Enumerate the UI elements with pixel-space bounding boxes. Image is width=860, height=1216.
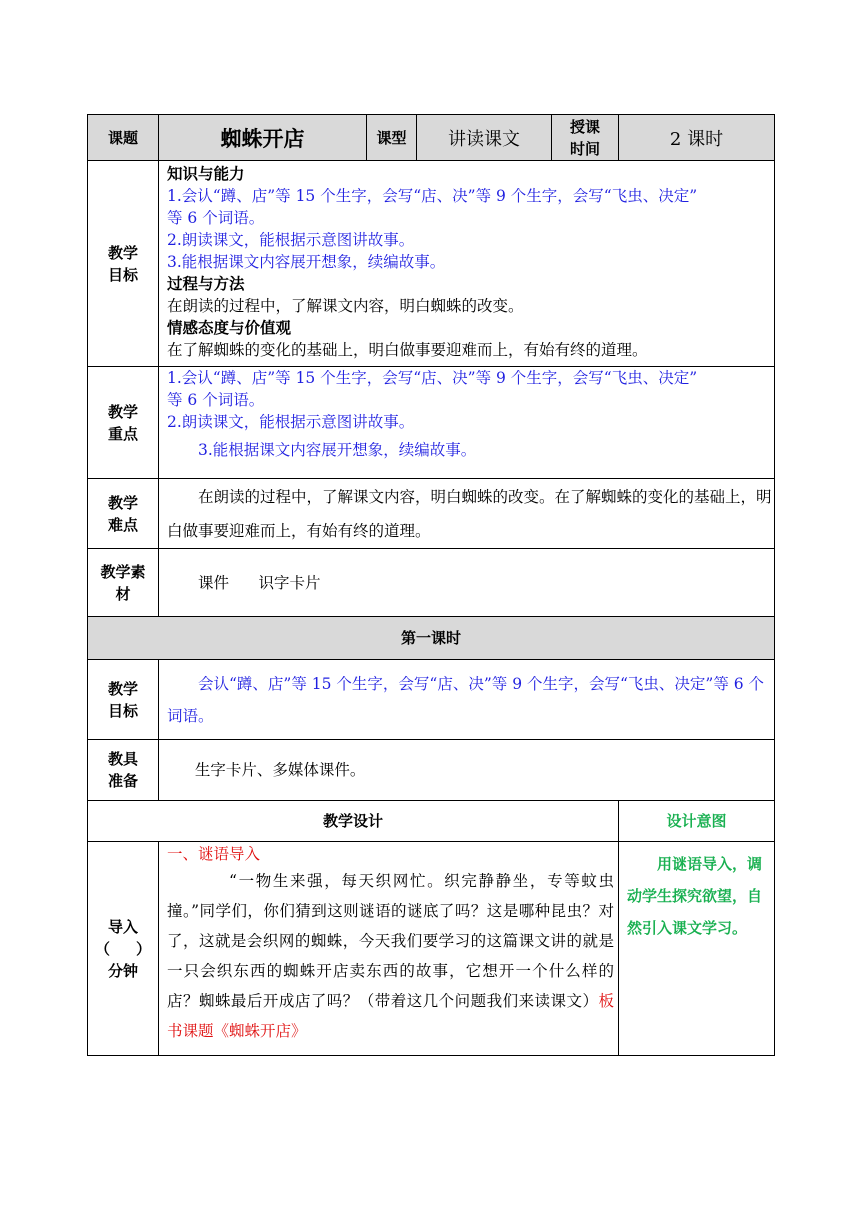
process-text: 在朗读的过程中，了解课文内容，明白蜘蛛的改变。 — [167, 297, 524, 315]
key-point-2: 2.朗读课文，能根据示意图讲故事。 — [167, 413, 415, 431]
key-points-row — [88, 367, 775, 479]
lesson-title: 蜘蛛开店 — [159, 115, 367, 161]
difficulties-label-line-1: 教学 — [107, 493, 138, 512]
lesson-1-objectives-text: 会认“蹲、店”等 15 个生字，会写“店、决”等 9 个生字，会写“飞虫、决定”等 6 个词语。 — [167, 674, 765, 725]
key-point-1-cont: 等 6 个词语。 — [167, 391, 265, 409]
lead-in-label-line-2: （ ） — [94, 939, 152, 958]
key-point-1: 1.会认“蹲、店”等 15 个生字，会写“店、决”等 9 个生字，会写“飞虫、决定” — [167, 369, 698, 387]
teaching-aids-text: 生字卡片、多媒体课件。 — [194, 761, 366, 779]
lesson-plan-table — [87, 114, 775, 1056]
key-points-label-line-1: 教学 — [107, 402, 138, 421]
objective-1-cont: 等 6 个词语。 — [167, 209, 265, 227]
objectives-label-line-1: 教学 — [107, 243, 138, 262]
materials-label — [88, 549, 159, 617]
objectives-content — [159, 161, 775, 367]
objective-2: 2.朗读课文，能根据示意图讲故事。 — [167, 231, 415, 249]
lesson-1-heading-row — [88, 617, 775, 660]
teaching-aids-label-line-1: 教具 — [107, 750, 138, 768]
materials-content — [159, 549, 775, 617]
difficulties-content — [159, 479, 775, 549]
materials-label-line-1: 教学素 — [100, 562, 146, 581]
type-value: 讲读课文 — [417, 115, 552, 161]
lesson-1-objectives-row — [88, 660, 775, 740]
riddle-paragraph: “一物生来强，每天织网忙。织完静静坐，专等蚊虫撞。”同学们，你们猜到这则谜语的谜底了吗？这是哪种昆虫？对了，这就是会织网的蜘蛛，今天我们要学习的这篇课文讲的就是一只会织东西的蜘蛛开店卖东西的故事，它想开一个什么样的店？蜘蛛最后开成店了吗？（带着这几个问题我们来读课文） — [167, 872, 614, 1010]
header-row — [88, 115, 775, 161]
objectives-row — [88, 161, 775, 367]
knowledge-heading: 知识与能力 — [167, 165, 245, 183]
objective-1: 1.会认“蹲、店”等 15 个生字，会写“店、决”等 9 个生字，会写“飞虫、决定” — [167, 187, 698, 205]
objectives-label — [88, 161, 159, 367]
teaching-aids-content — [159, 740, 775, 801]
lesson-1-heading: 第一课时 — [88, 617, 775, 660]
materials-text: 课件 识字卡片 — [198, 573, 321, 592]
time-label-line-2: 时间 — [569, 139, 600, 158]
key-points-content — [159, 367, 775, 479]
topic-label: 课题 — [88, 115, 159, 161]
lead-in-paragraph — [167, 866, 614, 1046]
lead-in-section-title: 一、谜语导入 — [167, 845, 261, 863]
materials-label-line-2: 材 — [115, 584, 131, 603]
lead-in-content — [159, 842, 619, 1056]
lead-in-intent — [619, 842, 775, 1056]
objective-3: 3.能根据课文内容展开想象，续编故事。 — [167, 253, 446, 271]
intent-column-heading: 设计意图 — [619, 801, 775, 842]
key-point-3: 3.能根据课文内容展开想象，续编故事。 — [198, 441, 477, 459]
attitude-text: 在了解蜘蛛的变化的基础上，明白做事要迎难而上，有始有终的道理。 — [167, 341, 648, 359]
design-column-heading: 教学设计 — [88, 801, 619, 842]
design-header-row — [88, 801, 775, 842]
difficulties-text: 在朗读的过程中，了解课文内容，明白蜘蛛的改变。在了解蜘蛛的变化的基础上，明白做事要迎难而上，有始有终的道理。 — [167, 487, 772, 540]
objectives-label-line-2: 目标 — [107, 265, 138, 284]
lesson-1-objectives-label-line-1: 教学 — [107, 679, 138, 698]
lead-in-label-line-3: 分钟 — [107, 961, 138, 980]
lead-in-label — [88, 842, 159, 1056]
difficulties-row — [88, 479, 775, 549]
materials-row — [88, 549, 775, 617]
time-label — [552, 115, 619, 161]
attitude-heading: 情感态度与价值观 — [167, 319, 292, 337]
lead-in-intent-text: 用谜语导入，调动学生探究欲望，自然引入课文学习。 — [627, 855, 763, 937]
lead-in-label-line-1: 导入 — [107, 917, 138, 936]
difficulties-label-line-2: 难点 — [107, 515, 138, 534]
teaching-aids-label — [88, 740, 159, 801]
key-points-label-line-2: 重点 — [107, 424, 138, 443]
difficulties-label — [88, 479, 159, 549]
process-heading: 过程与方法 — [167, 275, 245, 293]
teaching-aids-row — [88, 740, 775, 801]
key-points-label — [88, 367, 159, 479]
teaching-aids-label-line-2: 准备 — [107, 772, 138, 790]
time-label-line-1: 授课 — [569, 117, 600, 136]
time-value: 2 课时 — [619, 115, 775, 161]
lesson-1-objectives-label-line-2: 目标 — [107, 701, 138, 720]
board-note: 板书课题《蜘蛛开店》 — [167, 992, 614, 1040]
type-label: 课型 — [367, 115, 417, 161]
lesson-1-objectives-content — [159, 660, 775, 740]
lesson-1-objectives-label — [88, 660, 159, 740]
lead-in-row — [88, 842, 775, 1056]
